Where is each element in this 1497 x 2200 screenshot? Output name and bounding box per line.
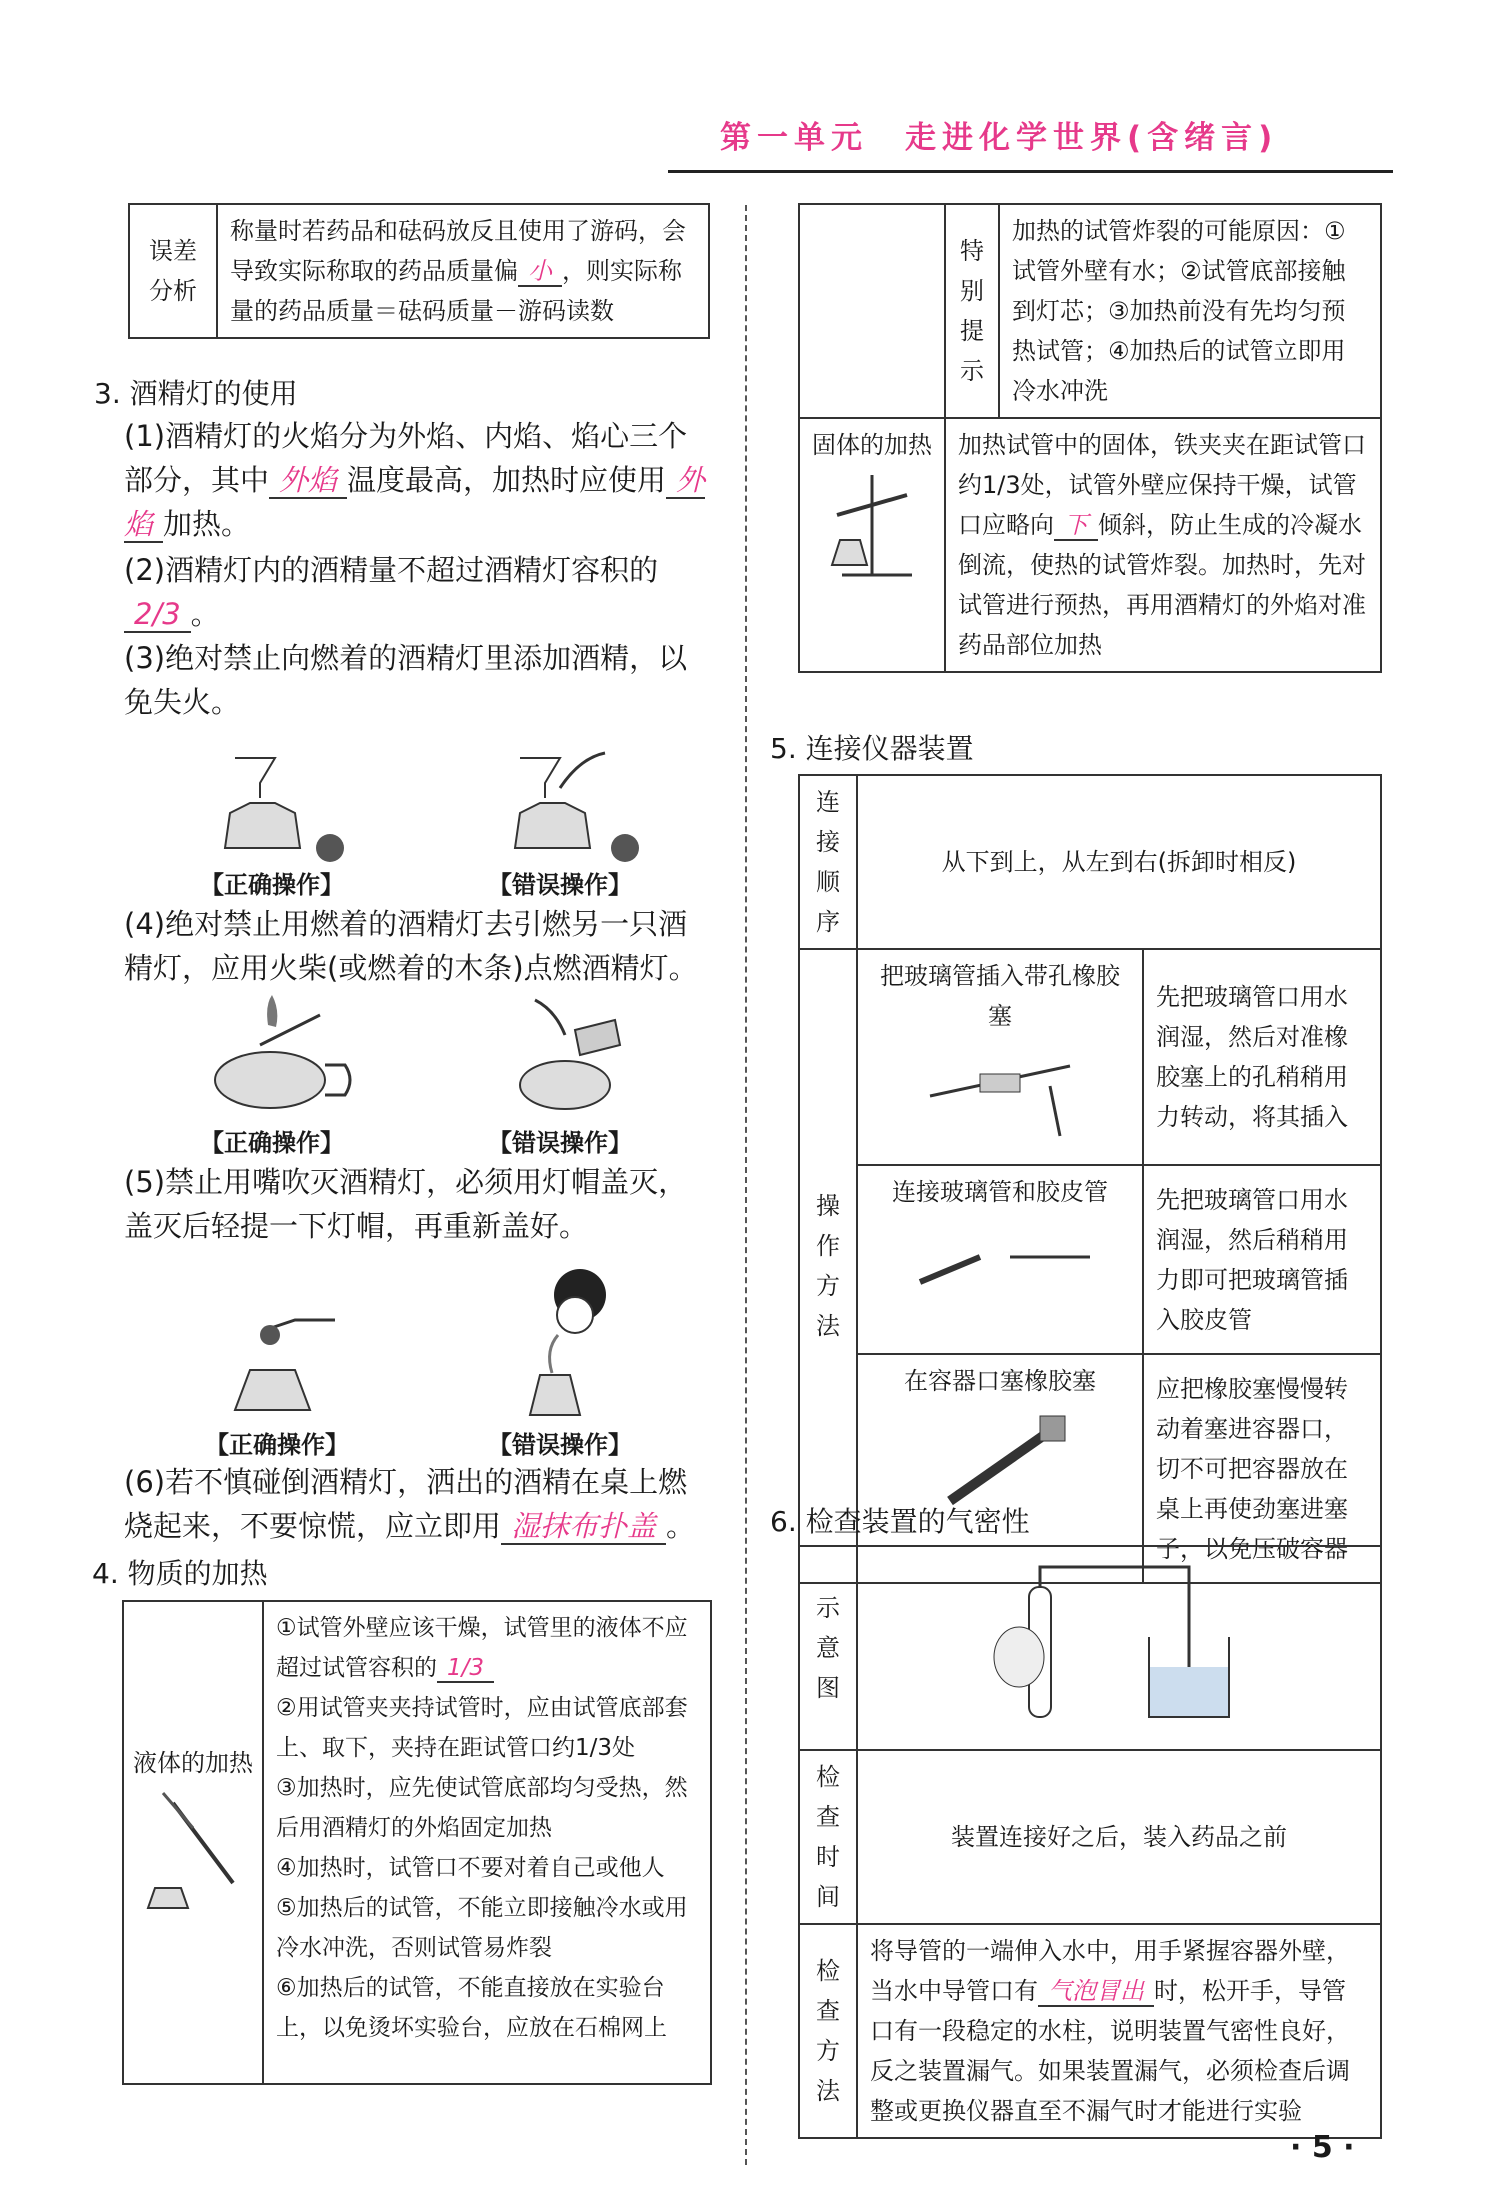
liquid-i3: ③加热时，应先使试管底部均匀受热，然后用酒精灯的外焰固定加热 [276,1775,688,1841]
connect-table [798,774,1382,1584]
op2-title: 连接玻璃管和胶皮管 [892,1178,1108,1206]
method-label: 操作方法 [799,949,857,1583]
airtight-figure [959,1557,1279,1727]
s3-p4: (4)绝对禁止用燃着的酒精灯去引燃另一只酒精灯，应用火柴(或燃着的木条)点燃酒精灯。 [124,907,698,985]
diagram-cell [857,1546,1381,1750]
diagram-label: 示意图 [799,1546,857,1750]
error-analysis-table [128,203,710,339]
solid-heating-figure [812,465,932,585]
liquid-label-cell [123,1601,263,2084]
page-number: · 5 · [1290,2130,1355,2165]
liquid-heating-figure [133,1783,253,1923]
time-label: 检查时间 [799,1750,857,1924]
err-text: 称量时若药品和砝码放反且使用了游码，会导致实际称取的药品质量偏 小 ，则实际称量的药品质量＝砝码质量－游码读数 [217,204,709,338]
op2-text: 先把玻璃管口用水润湿，然后稍稍用力即可把玻璃管插入胶皮管 [1143,1165,1381,1354]
section-4-title: 4. 物质的加热 [92,1557,268,1590]
liquid-heating-table [122,1600,712,2085]
section-3-title: 3. 酒精灯的使用 [94,377,298,410]
column-divider [745,205,747,2165]
tip-text: 加热的试管炸裂的可能原因：①试管外壁有水；②试管底部接触到灯芯；③加热前没有先均匀预热试管；④加热后的试管立即用冷水冲洗 [999,204,1381,418]
lamp-correct-figure-3 [215,1290,365,1425]
liquid-i6: ⑥加热后的试管，不能直接放在实验台上，以免烫坏实验台，应放在石棉网上 [276,1975,667,2041]
s3-p3: (3)绝对禁止向燃着的酒精灯里添加酒精，以免失火。 [124,641,688,719]
caption-wrong-2: 【错误操作】 [488,1129,632,1157]
liquid-i2: ②用试管夹夹持试管时，应由试管底部套上、取下，夹持在距试管口约1/3处 [276,1695,688,1761]
header-rule [668,170,1393,173]
page-header-title: 第一单元 走进化学世界(含绪言) [720,120,1279,156]
liquid-text [263,1601,711,2084]
caption-wrong-3: 【错误操作】 [488,1431,632,1459]
lamp-correct-figure-2 [210,995,360,1120]
s3-p1: (1)酒精灯的火焰分为外焰、内焰、焰心三个部分，其中 外焰 温度最高，加热时应使用 外焰 加热。 [124,419,706,541]
airtightness-table [798,1545,1382,2139]
lamp-correct-figure-1 [205,728,355,863]
liquid-label: 液体的加热 [133,1749,253,1777]
liquid-i4: ④加热时，试管口不要对着自己或他人 [276,1855,665,1881]
order-label: 连接顺序 [799,775,857,949]
op1-title: 把玻璃管插入带孔橡胶塞 [880,962,1120,1030]
solid-label-cell [799,418,945,672]
s3-p2: (2)酒精灯内的酒精量不超过酒精灯容积的2/3 。 [124,553,659,631]
check-label: 检查方法 [799,1924,857,2138]
lamp-wrong-figure-2 [505,990,655,1120]
time-text: 装置连接好之后，装入药品之前 [857,1750,1381,1924]
s3-p5: (5)禁止用嘴吹灭酒精灯，必须用灯帽盖灭，盖灭后轻提一下灯帽，再重新盖好。 [124,1165,688,1243]
solid-text: 加热试管中的固体，铁夹夹在距试管口约1/3处，试管外壁应保持干燥，试管口应略向 下 倾斜，防止生成的冷凝水倒流，使热的试管炸裂。加热时，先对试管进行预热，再用酒精灯的外焰对准药品部位加热 [945,418,1381,672]
solid-label: 固体的加热 [812,431,932,459]
caption-correct-3: 【正确操作】 [205,1431,349,1459]
section-5-title: 5. 连接仪器装置 [770,732,974,765]
op3-text: 应把橡胶塞慢慢转动着塞进容器口，切不可把容器放在桌上再使劲塞进塞子，以免压破容器 [1143,1354,1381,1583]
caption-wrong-1: 【错误操作】 [488,871,632,899]
caption-correct-2: 【正确操作】 [200,1129,344,1157]
err-answer: 小 [518,257,562,287]
op1-cell [857,949,1143,1165]
op2-cell [857,1165,1143,1354]
lamp-wrong-figure-1 [500,728,650,863]
lamp-wrong-figure-3 [500,1255,640,1425]
s3-p6: (6)若不慎碰倒酒精灯，洒出的酒精在桌上燃烧起来，不要惊慌，应立即用 湿抹布扑盖 。 [124,1465,696,1543]
heating-tips-table [798,203,1382,673]
caption-correct-1: 【正确操作】 [200,871,344,899]
op1-figure [910,1036,1090,1146]
err-label: 误差分析 [129,204,217,338]
op2-figure [900,1212,1100,1302]
check-text: 将导管的一端伸入水中，用手紧握容器外壁，当水中导管口有 气泡冒出 时，松开手，导管口有一段稳定的水柱，说明装置气密性良好，反之装置漏气。如果装置漏气，必须检查后调整或更换仪器直至不漏气时才能进行实验 [857,1924,1381,2138]
op3-title: 在容器口塞橡胶塞 [904,1367,1096,1395]
tip-label: 特别提示 [945,204,999,418]
liquid-i1: ①试管外壁应该干燥，试管里的液体不应超过试管容积的 1/3 [276,1615,688,1681]
liquid-i5: ⑤加热后的试管，不能立即接触冷水或用冷水冲洗，否则试管易炸裂 [276,1895,688,1961]
section-6-title: 6. 检查装置的气密性 [770,1505,1030,1538]
order-text: 从下到上，从左到右(拆卸时相反) [857,775,1381,949]
op1-text: 先把玻璃管口用水润湿，然后对准橡胶塞上的孔稍稍用力转动，将其插入 [1143,949,1381,1165]
